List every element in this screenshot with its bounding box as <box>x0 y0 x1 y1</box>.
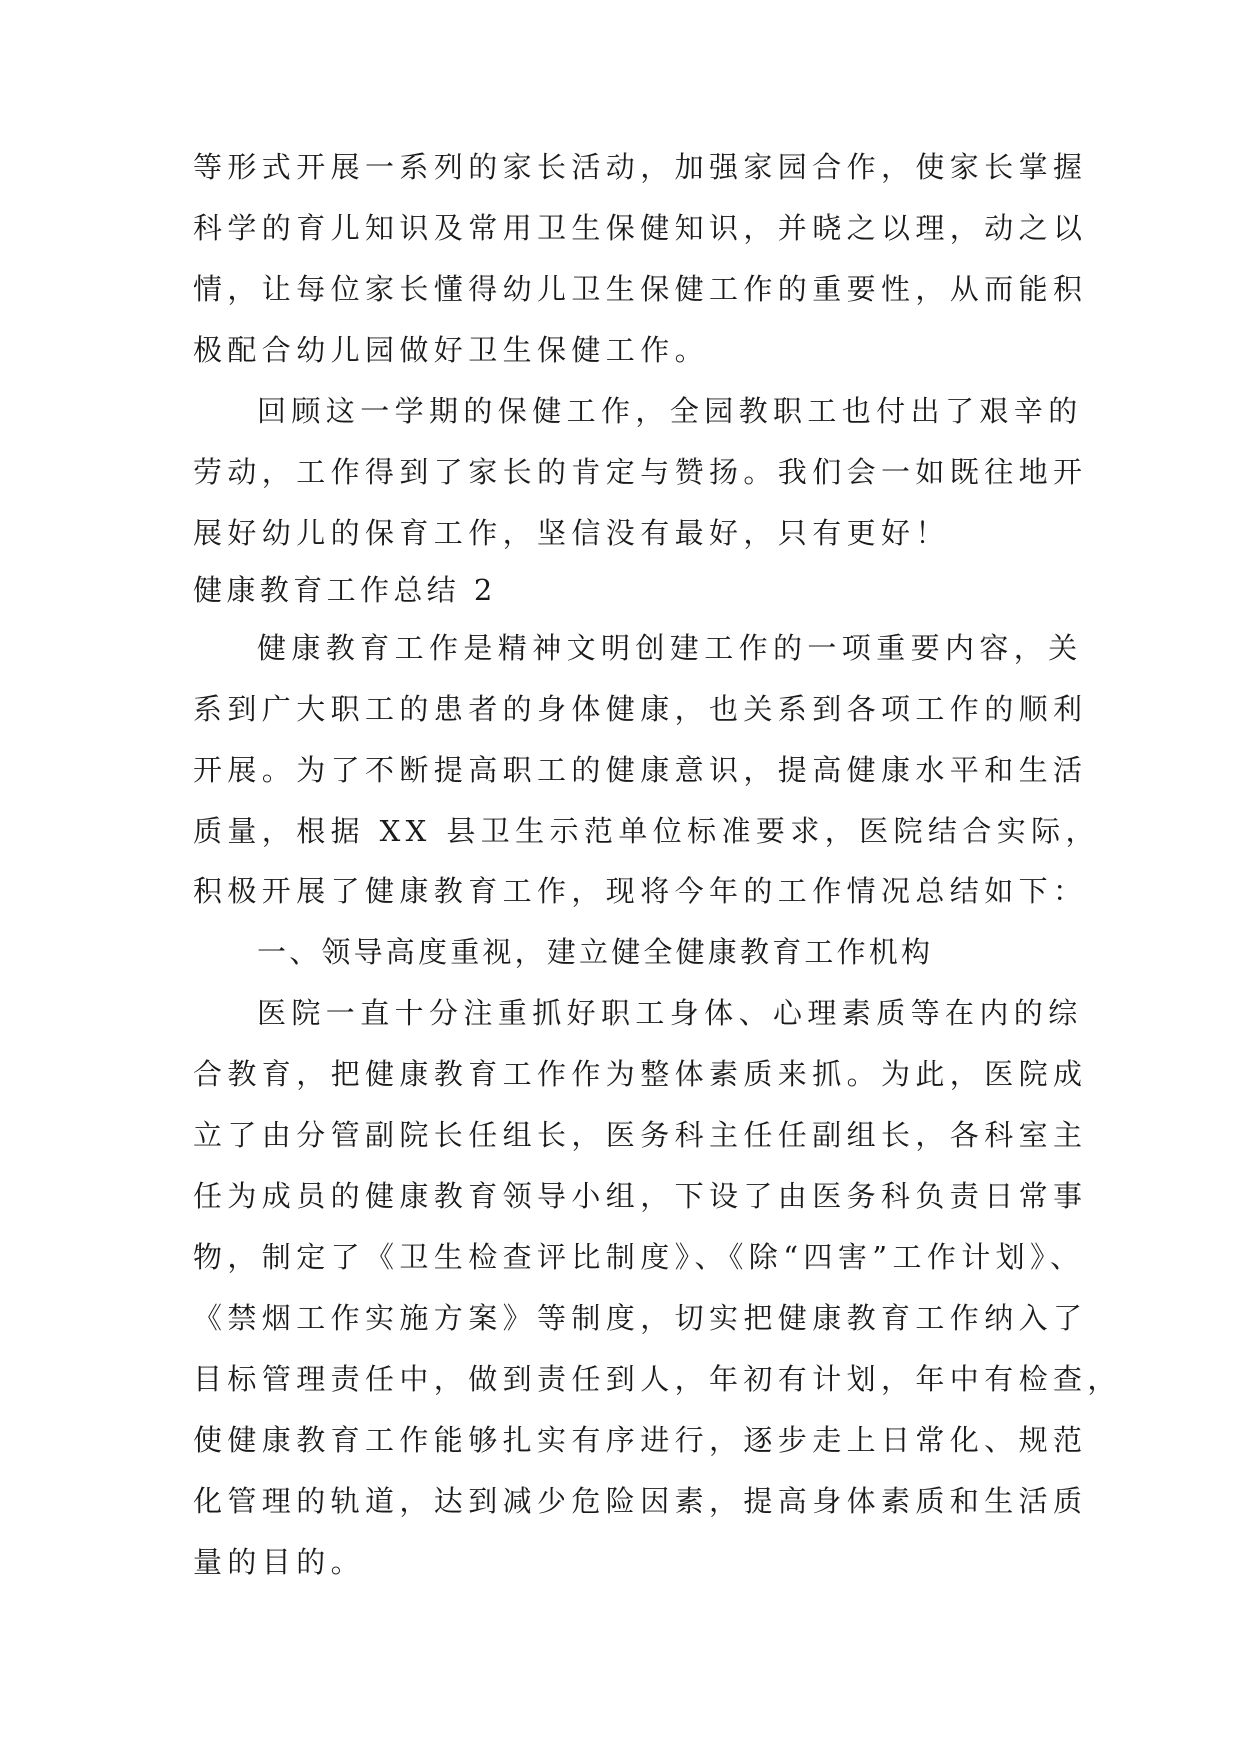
text-line: 物，制定了《卫生检查评比制度》、《除“四害”工作计划》、 <box>193 1240 1085 1274</box>
text-line: 目标管理责任中，做到责任到人，年初有计划，年中有检查， <box>193 1362 1122 1396</box>
text-line: 合教育，把健康教育工作作为整体素质来抓。为此，医院成 <box>193 1057 1088 1091</box>
text-line: 开展。为了不断提高职工的健康意识，提高健康水平和生活 <box>193 753 1088 787</box>
text-line: 医院一直十分注重抓好职工身体、心理素质等在内的综 <box>257 996 1083 1030</box>
text-line: 回顾这一学期的保健工作，全园教职工也付出了艰辛的 <box>257 394 1083 428</box>
subheading: 一、领导高度重视，建立健全健康教育工作机构 <box>257 935 934 969</box>
text-line: 劳动，工作得到了家长的肯定与赞扬。我们会一如既往地开 <box>193 455 1088 489</box>
text-line: 立了由分管副院长任组长，医务科主任任副组长，各科室主 <box>193 1118 1088 1152</box>
text-line: 系到广大职工的患者的身体健康，也关系到各项工作的顺利 <box>193 692 1088 726</box>
text-line: 质量，根据 XX 县卫生示范单位标准要求，医院结合实际， <box>193 814 1100 848</box>
text-line: 健康教育工作是精神文明创建工作的一项重要内容，关 <box>257 631 1083 665</box>
text-line: 量的目的。 <box>193 1545 366 1579</box>
text-line: 积极开展了健康教育工作，现将今年的工作情况总结如下： <box>193 874 1088 908</box>
text-line: 使健康教育工作能够扎实有序进行，逐步走上日常化、规范 <box>193 1423 1088 1457</box>
text-line: 等形式开展一系列的家长活动，加强家园合作，使家长掌握 <box>193 150 1088 184</box>
text-line: 科学的育儿知识及常用卫生保健知识，并晓之以理，动之以 <box>193 211 1088 245</box>
text-line: 情，让每位家长懂得幼儿卫生保健工作的重要性，从而能积 <box>193 272 1088 306</box>
text-line: 极配合幼儿园做好卫生保健工作。 <box>193 333 710 367</box>
text-line: 《禁烟工作实施方案》等制度，切实把健康教育工作纳入了 <box>193 1301 1088 1335</box>
text-line: 展好幼儿的保育工作，坚信没有最好，只有更好！ <box>193 516 950 550</box>
section-heading: 健康教育工作总结 2 <box>193 573 497 607</box>
text-line: 化管理的轨道，达到减少危险因素，提高身体素质和生活质 <box>193 1484 1088 1518</box>
text-line: 任为成员的健康教育领导小组，下设了由医务科负责日常事 <box>193 1179 1088 1213</box>
